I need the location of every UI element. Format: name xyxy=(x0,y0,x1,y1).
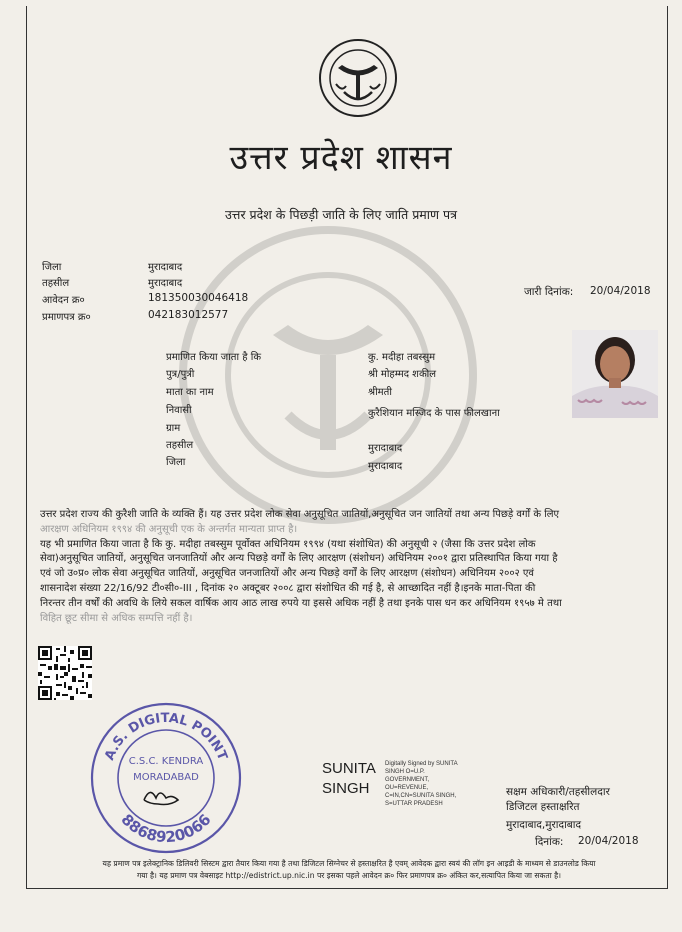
footer-line: यह प्रमाण पत्र इलेक्ट्रानिक डिलिवरी सिस्टम द्वारा तैयार किया गया है तथा डिजिटल सिग्नेचर से हस्ताक्षरित है एवम् आवेदक द्वारा स्वयं की लॉग इन आइडी के माध्यम से डाउनलोड किया xyxy=(102,859,596,868)
svg-text:8868920066: 8868920066 xyxy=(117,810,215,847)
details-tehsil-value: मुरादाबाद xyxy=(368,443,403,454)
application-label: आवेदन क्र० xyxy=(42,295,85,306)
district-value: मुरादाबाद xyxy=(148,262,183,273)
certificate-number: 042183012577 xyxy=(148,309,229,321)
residence-value: कुरैशियान मस्जिद के पास फीलखाना xyxy=(368,408,500,419)
details-district-label: जिला xyxy=(166,457,186,468)
svg-text:MORADABAD: MORADABAD xyxy=(133,772,199,783)
up-emblem-icon xyxy=(318,38,398,118)
signer-name-line2: SINGH xyxy=(322,780,370,797)
application-number: 181350030046418 xyxy=(148,292,249,304)
issue-date-label: जारी दिनांक: xyxy=(524,286,574,298)
certificate-body xyxy=(40,508,662,626)
svg-text:A.S. DIGITAL POINT: A.S. DIGITAL POINT xyxy=(102,710,230,763)
issue-date-value: 20/04/2018 xyxy=(590,285,651,297)
father-name: श्री मोहम्मद शकील xyxy=(368,369,437,380)
svg-text:C.S.C. KENDRA: C.S.C. KENDRA xyxy=(128,756,204,767)
village-label: ग्राम xyxy=(166,423,181,434)
qr-code xyxy=(38,646,92,700)
details-tehsil-label: तहसील xyxy=(166,440,194,451)
body-line: विहित छूट सीमा से अधिक सम्पत्ति नहीं है। xyxy=(40,612,193,624)
body-line: सेवा)अनुसूचित जातियों, अनुसूचित जनजातियों और अन्य पिछड़े वर्गों के लिए आरक्षण (संशोधन) अधिनियम २००१ द्वारा प्रतिस्थापित किया गया है xyxy=(40,553,558,565)
mother-label: माता का नाम xyxy=(166,387,214,398)
tehsil-value: मुरादाबाद xyxy=(148,278,183,289)
signer-name-line1: SUNITA xyxy=(322,760,376,777)
tehsil-label: तहसील xyxy=(42,278,70,289)
mother-name: श्रीमती xyxy=(368,387,392,398)
body-line: शासनादेश संख्या 22/16/92 टी०सी०-III , दिनांक २० अक्टूबर २००८ द्वारा संशोधित की गई है, से आच्छादित नहीं है।इनके माता-पिता की xyxy=(40,582,536,594)
digital-signature-details: Digitally Signed by SUNITA SINGH O=U.P. GOVERNMENT, OU=REVENUE, C=IN,CN=SUNITA SINGH, S=UTTAR PRADESH xyxy=(385,761,458,807)
applicant-photo xyxy=(572,330,658,418)
certificate-label: प्रमाणपत्र क्र० xyxy=(42,312,91,323)
certificate-subtitle: उत्तर प्रदेश के पिछड़ी जाति के लिए जाति प्रमाण पत्र xyxy=(224,207,458,222)
authority-designation: सक्षम अधिकारी/तहसीलदार xyxy=(506,786,610,798)
authority-place: मुरादाबाद,मुरादाबाद xyxy=(506,819,582,831)
csc-stamp xyxy=(88,700,244,856)
body-line: निरन्तर तीन वर्षों की अवधि के लिये सकल वार्षिक आय आठ लाख रुपये या इससे अधिक नहीं है तथा इनके पास धन कर अधिनियम १९५७ मे तथा xyxy=(40,597,562,609)
authority-date-label: दिनांक: xyxy=(535,836,564,848)
residence-label: निवासी xyxy=(166,405,192,416)
page-title: उत्तर प्रदेश शासन xyxy=(229,138,453,178)
district-label: जिला xyxy=(42,262,62,273)
applicant-name: कु. मदीहा तबस्सुम xyxy=(368,352,436,363)
digitally-signed-label: डिजिटल हस्ताक्षरित xyxy=(506,801,580,813)
certify-label: प्रमाणित किया जाता है कि xyxy=(166,352,262,363)
body-line: उत्तर प्रदेश राज्य की कुरैशी जाति के व्यक्ति हैं। यह उत्तर प्रदेश लोक सेवा अनुसूचित जातियों,अनुसूचित जन जातियों तथा अन्य पिछड़े वर्गों के लिए xyxy=(40,509,560,520)
body-line: एवं जो उ०प्र० लोक सेवा अनुसूचित जातियों, अनुसूचित जनजातियों और अन्य पिछड़े वर्गों के लिए आरक्षण (संशोधन) अधिनियम २००२ एवं xyxy=(40,568,534,580)
body-line: आरक्षण अधिनियम १९९४ की अनुसूची एक के अन्तर्गत मान्यता प्राप्त है। xyxy=(40,523,298,535)
footer-line: गया है। यह प्रमाण पत्र वेबसाइट http://edistrict.up.nic.in पर इसका पहले आवेदन क्र० फिर प्रमाणपत्र क्र० अंकित कर,सत्यापित किया जा सकता है। xyxy=(136,871,562,880)
body-line: यह भी प्रमाणित किया जाता है कि कु. मदीहा तबस्सुम पूर्वोक्त अधिनियम १९९४ (यथा संशोधित) की अनुसूची २ (जैसा कि उत्तर प्रदेश लोक xyxy=(40,538,536,550)
details-district-value: मुरादाबाद xyxy=(368,461,403,472)
footer-note xyxy=(34,858,664,882)
authority-date-value: 20/04/2018 xyxy=(578,835,639,847)
child-label: पुत्र/पुत्री xyxy=(166,369,195,380)
